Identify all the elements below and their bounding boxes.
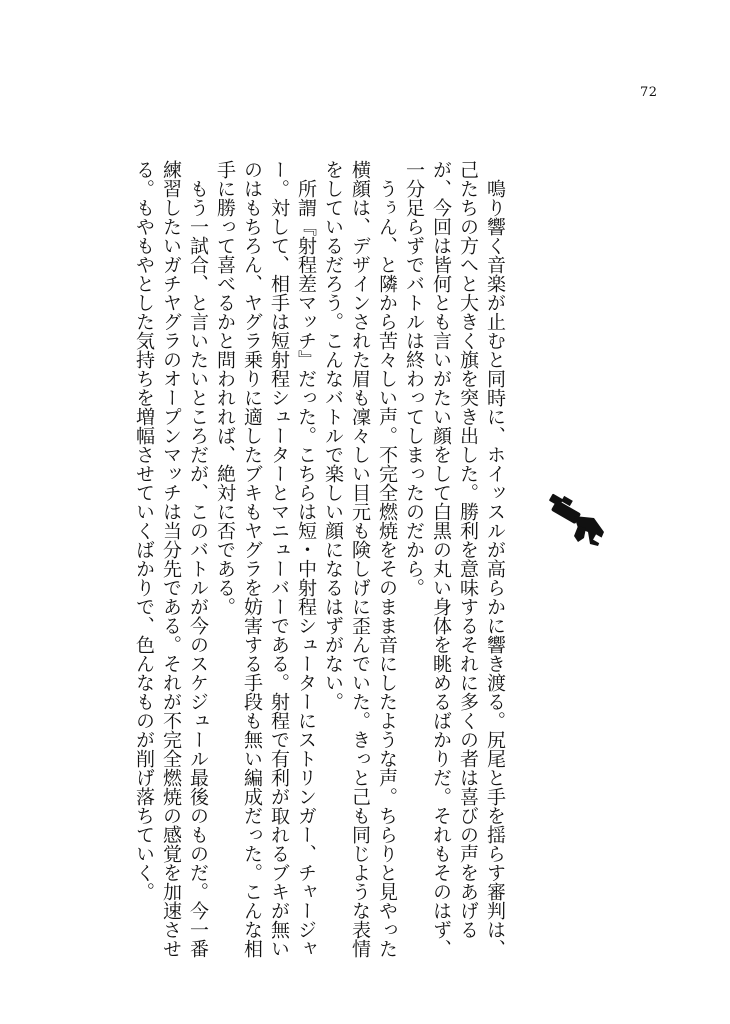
paragraph-3: 所謂『射程差マッチ』だった。こちらは短・中射程シューターにストリンガー、チャージャー。対して、相手は短射程シューターとマニューバーである。射程で有利が取れるブキが無いのはもちろん、ヤグラ乗りに適したブキもヤグラを妨害する手段も無い編成だった。こんな相手に勝って喜べるかと問われれば、絶対に否である。 [214,160,317,958]
weapon-silhouette [548,488,612,552]
paragraph-1: 鳴り響く音楽が止むと同時に、ホイッスルが高らかに響き渡る。尻尾と手を揺らす審判は、己たちの方へと大きく旗を突き出した。勝利を意味するそれに多くの者は喜びの声をあげるが、今回は皆何とも言いがたい顔をして白黒の丸い身体を眺めるばかりだ。それもそのはず、一分足らずでバトルは終わってしまったのだから。 [403,160,506,958]
page-number: 72 [640,85,658,100]
body-text [130,160,508,960]
paragraph-4: もう一試合、と言いたいところだが、このバトルが今のスケジュール最後のものだ。今一番練習したいガチヤグラのオープンマッチは当分先である。それが不完全燃焼の感覚を加速させる。もやもやとした気持ちを増幅させていくばかりで、色んなものが削げ落ちていく。 [133,160,209,958]
paragraph-2: うぅん、と隣から苦々しい声。不完全燃焼をそのまま音にしたような声。ちらりと見やった横顔は、デザインされた眉も凜々しい目元も険しげに歪んでいた。きっと己も同じような表情をしているだろう。こんなバトルで楽しい顔になるはずがない。 [322,160,398,958]
splattershot-weapon-icon [548,488,612,552]
